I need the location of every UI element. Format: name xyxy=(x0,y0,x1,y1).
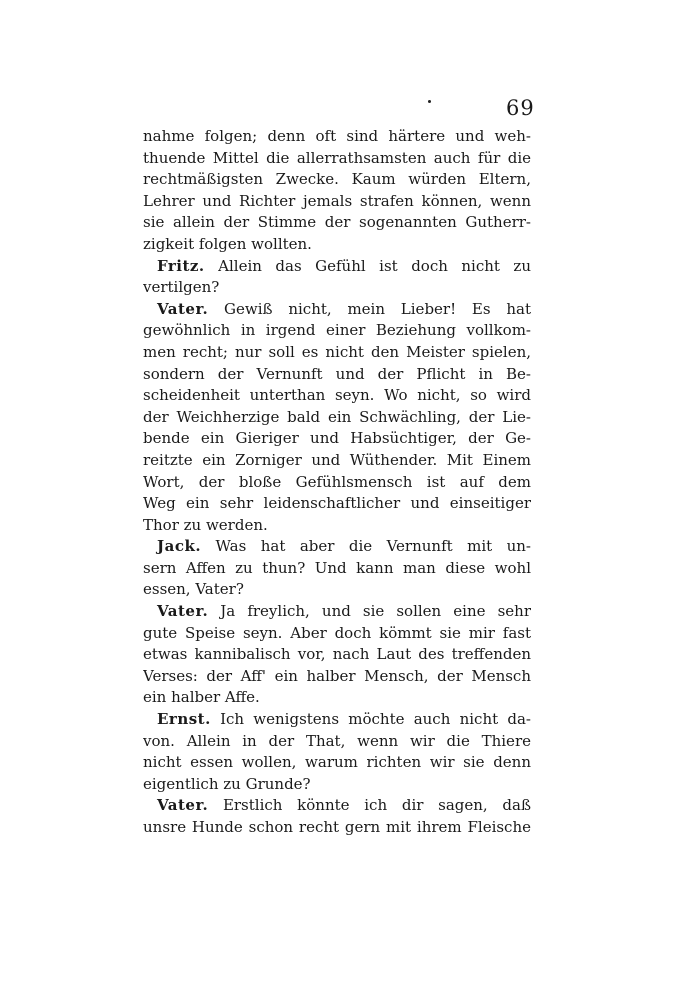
dialogue-text: Ja freylich, und sie sollen eine sehr xyxy=(220,602,531,621)
dialogue-text: Allein das Gefühl ist doch nicht zu xyxy=(218,256,531,275)
text-line: sondern der Vernunft und der Pflicht in Be- xyxy=(143,364,531,383)
text-line xyxy=(143,536,531,558)
body-text xyxy=(143,126,531,839)
dialogue-text: Gewiß nicht, mein Lieber! Es hat xyxy=(224,299,531,318)
text-line xyxy=(143,256,531,278)
page-number: 69 xyxy=(506,96,535,120)
dialogue-fritz xyxy=(143,256,531,299)
dialogue-text: Was hat aber die Vernunft mit un- xyxy=(215,537,531,556)
text-line: unsre Hunde schon recht gern mit ihrem Fleische xyxy=(143,818,531,836)
text-line: von. Allein in der That, wenn wir die Thiere xyxy=(143,731,531,750)
speaker-name: Ernst. xyxy=(157,710,211,729)
dialogue-text: Ich wenigstens möchte auch nicht da- xyxy=(220,710,531,729)
speaker-name: Vater. xyxy=(157,796,209,815)
text-line: Wort, der bloße Gefühlsmensch ist auf dem xyxy=(143,472,531,491)
speaker-name: Jack. xyxy=(157,537,202,556)
speaker-name: Fritz. xyxy=(157,256,205,275)
text-line: nahme folgen; denn oft sind härtere und weh- xyxy=(143,127,531,145)
text-line: etwas kannibalisch vor, nach Laut des treffenden xyxy=(143,645,531,664)
dialogue-vater xyxy=(143,299,531,537)
text-line: ein halber Affe. xyxy=(143,688,260,707)
text-line: gute Speise seyn. Aber doch kömmt sie mir fast xyxy=(143,623,531,642)
text-line: vertilgen? xyxy=(143,278,220,297)
dialogue-vater xyxy=(143,601,531,709)
text-line: sie allein der Stimme der sogenannten Gutherr- xyxy=(143,213,531,232)
text-line: Thor zu werden. xyxy=(143,515,268,534)
text-line: eigentlich zu Grunde? xyxy=(143,774,311,793)
text-line: der Weichherzige bald ein Schwächling, der Lie- xyxy=(143,407,531,426)
text-line: sern Affen zu thun? Und kann man diese wohl xyxy=(143,558,531,577)
text-line: reitzte ein Zorniger und Wüthender. Mit Einem xyxy=(143,450,531,469)
text-line: Verses: der Aff' ein halber Mensch, der Mensch xyxy=(143,666,531,685)
text-line xyxy=(143,299,531,321)
paragraph-continuation xyxy=(143,126,531,256)
dialogue-ernst xyxy=(143,709,531,795)
dialogue-jack xyxy=(143,536,531,601)
text-line: zigkeit folgen wollten. xyxy=(143,234,312,253)
text-line: Lehrer und Richter jemals strafen können, wenn xyxy=(143,191,531,210)
text-line: scheidenheit unterthan seyn. Wo nicht, so wird xyxy=(143,386,531,405)
text-line: gewöhnlich in irgend einer Beziehung vollkom- xyxy=(143,321,531,340)
speaker-name: Vater. xyxy=(157,299,209,318)
dialogue-vater xyxy=(143,795,531,838)
text-line: thuende Mittel die allerrathsamsten auch für die xyxy=(143,148,531,167)
text-line: men recht; nur soll es nicht den Meister spielen, xyxy=(143,342,531,361)
text-line xyxy=(143,601,531,623)
text-line xyxy=(143,795,531,817)
text-line: nicht essen wollen, warum richten wir sie denn xyxy=(143,753,531,772)
ink-speck xyxy=(428,100,431,103)
speaker-name: Vater. xyxy=(157,602,209,621)
text-line: Weg ein sehr leidenschaftlicher und einseitiger xyxy=(143,494,531,513)
text-line: essen, Vater? xyxy=(143,580,244,599)
text-line: bende ein Gieriger und Habsüchtiger, der Ge- xyxy=(143,429,531,448)
text-line xyxy=(143,709,531,731)
dialogue-text: Erstlich könnte ich dir sagen, daß xyxy=(222,796,531,815)
text-line: rechtmäßigsten Zwecke. Kaum würden Eltern, xyxy=(143,170,531,189)
